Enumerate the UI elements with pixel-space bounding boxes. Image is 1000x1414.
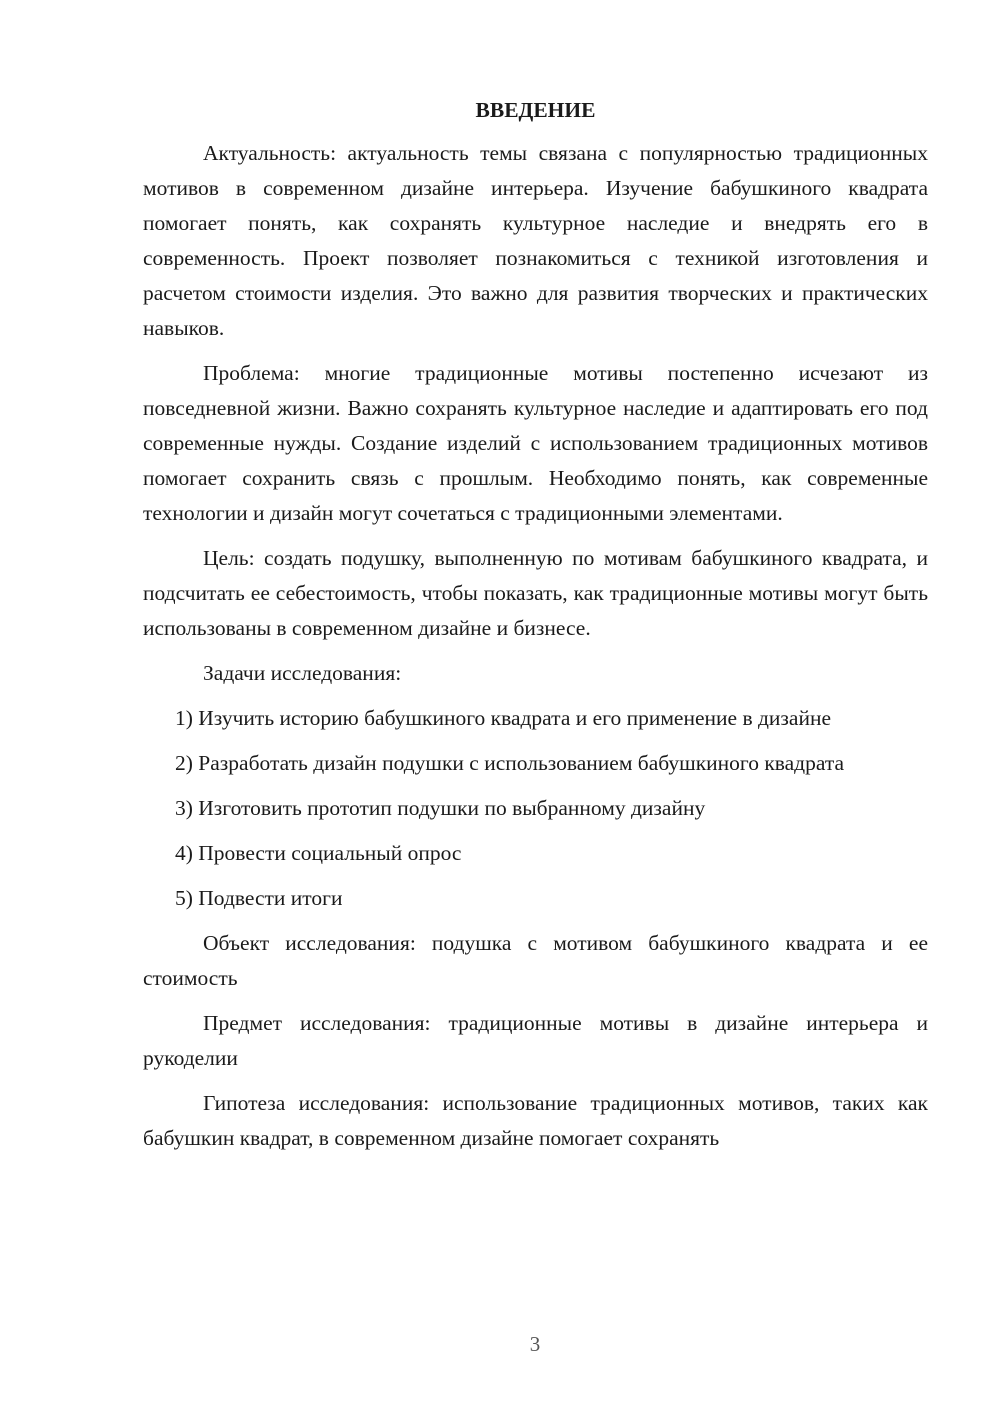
tasks-list <box>143 701 928 916</box>
relevance-paragraph: Актуальность: актуальность темы связана с популярностью традиционных мотивов в современном дизайне интерьера. Изучение бабушкиного квадрата помогает понять, как сохранять культурное наследие и внедрять его в современность. Проект позволяет познакомиться с техникой изготовления и расчетом стоимости изделия. Это важно для развития творческих и практических навыков. <box>143 141 928 340</box>
document-page <box>143 92 928 1166</box>
object-paragraph: Объект исследования: подушка с мотивом бабушкиного квадрата и ее стоимость <box>143 931 928 990</box>
list-item: 5) Подвести итоги <box>175 886 343 910</box>
page-title: ВВЕДЕНИЕ <box>475 98 596 122</box>
list-item: 4) Провести социальный опрос <box>175 841 462 865</box>
problem-paragraph: Проблема: многие традиционные мотивы постепенно исчезают из повседневной жизни. Важно сохранять культурное наследие и адаптировать его под современные нужды. Создание изделий с использованием традиционных мотивов помогает сохранить связь с прошлым. Необходимо понять, как современные технологии и дизайн могут сочетаться с традиционными элементами. <box>143 361 928 525</box>
hypothesis-paragraph: Гипотеза исследования: использование традиционных мотивов, таких как бабушкин квадрат, в современном дизайне помогает сохранять <box>143 1091 928 1150</box>
goal-paragraph: Цель: создать подушку, выполненную по мотивам бабушкиного квадрата, и подсчитать ее себестоимость, чтобы показать, как традиционные мотивы могут быть использованы в современном дизайне и бизнесе. <box>143 546 928 640</box>
list-item: 1) Изучить историю бабушкиного квадрата и его применение в дизайне <box>175 706 832 730</box>
tasks-heading: Задачи исследования: <box>203 661 402 685</box>
list-item: 3) Изготовить прототип подушки по выбранному дизайну <box>175 796 706 820</box>
page-number: 3 <box>529 1332 541 1356</box>
list-item: 2) Разработать дизайн подушки с использованием бабушкиного квадрата <box>175 751 845 775</box>
subject-paragraph: Предмет исследования: традиционные мотивы в дизайне интерьера и рукоделии <box>143 1011 928 1070</box>
